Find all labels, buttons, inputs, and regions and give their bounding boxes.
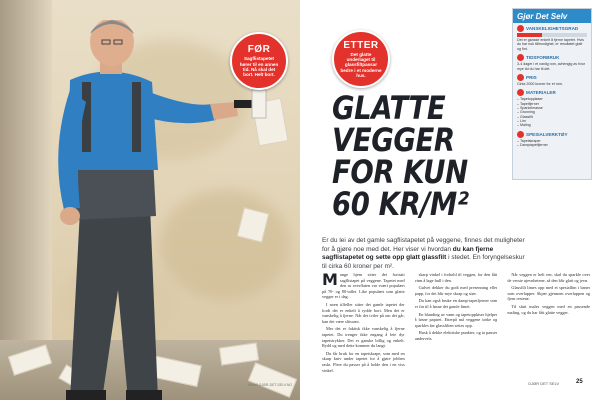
materials-title: MATERIALER xyxy=(526,90,556,96)
lead-bold: du kan fjerne sagflistapetet og sette opp glatt glassfilt xyxy=(322,245,494,261)
body-paragraph: Husk å dekke elektriske punkter, og ta pauser underveis. xyxy=(414,330,498,341)
body-paragraph: skarp vinkel i forhold til veggen, for den fått vinn å lage hull i den. xyxy=(414,272,498,283)
body-paragraph: Du kan også bruke en damp-tapetfjerner som er fin til å løsne det gamle limet. xyxy=(414,298,498,309)
lead-paragraph xyxy=(322,237,527,271)
list-item: – Damptapetfjerner xyxy=(517,143,587,147)
price-section xyxy=(513,72,591,87)
list-item: – Sparkelmasse xyxy=(517,106,587,110)
before-badge-text: Sagflistapetet hører til en annen tid. Nå skal det bort. Helt bort. xyxy=(239,56,279,78)
body-paragraph: Du får bruk for en tapetskrape, som med en skarp kniv under tapetet for å gjøre jobben raskt. Flere du passer på å holde den i en viss vinkel. xyxy=(322,350,405,373)
body-paragraph: Når veggen er helt ren, skal du sparkle over de verste ujevnhetene, så den blir glatt og jevn. xyxy=(507,272,591,283)
list-item: – Tapetskraper xyxy=(517,139,587,143)
body-column-3 xyxy=(507,272,590,380)
materials-list xyxy=(517,97,587,127)
tools-icon xyxy=(517,131,524,138)
body-paragraph: En blanding av vann og tapetoppløser hjelper å løsne papiret. Etterpå må veggene tørke og sparkles før glassfilten settes opp. xyxy=(414,311,498,328)
list-item: – Tapetoppløser xyxy=(517,97,587,101)
lead-intro: Er du lei av det gamle sagflistapetet på veggene, finnes det muligheter for å gjøre noe med det. Her viser vi hvordan xyxy=(322,237,525,253)
folio-right: GJØR DET SELV xyxy=(528,381,560,386)
price-title: PRIS xyxy=(526,75,537,81)
dropcap: M xyxy=(322,272,338,289)
fact-box xyxy=(512,8,592,180)
difficulty-icon xyxy=(517,25,524,32)
materials-icon xyxy=(517,89,524,96)
list-item: – Lim xyxy=(517,119,587,123)
list-item: – Glassfilt xyxy=(517,115,587,119)
after-badge-title: ETTER xyxy=(343,39,379,51)
difficulty-meter-fill xyxy=(517,33,542,37)
body-paragraph: ange hjem sitter det fortsatt sagflistapet på veggene. Tapetet med den ru overflaten var svært populært på 70- og 80-tallet. Like populært som glatte vegger er i dag. xyxy=(322,272,405,300)
before-badge xyxy=(230,32,288,90)
page-headline xyxy=(332,89,504,223)
clock-icon xyxy=(517,54,524,61)
before-badge-title: FØR xyxy=(247,44,271,56)
body-paragraph: I noen tilfeller sitter det gamle tapetet der fordi det er enkelt å rydde bort. Men det er vanskelig å fjerne. Når det tviler på om det går, kan det være slitsomt. xyxy=(322,301,405,324)
lead-outro: i stedet. En foryngelseskur til cirka 60 kroner per m². xyxy=(322,254,525,270)
tools-title: SPESIALVERKTØY xyxy=(526,131,568,137)
body-paragraph: Glassfilt limes opp med et spesiallim i baner som overlapper. Skjær gjennom overlappen og fjern restene. xyxy=(507,285,591,302)
time-text: 3-4 dager i et vanlig rom, avhengig av hvor mye tid du har til det. xyxy=(517,62,586,71)
price-icon xyxy=(517,74,524,81)
headline-line-4: 60 KR/M² xyxy=(332,185,469,223)
after-badge xyxy=(332,30,390,88)
fact-box-header: Gjør Det Selv xyxy=(513,9,591,23)
difficulty-meter xyxy=(517,33,587,37)
difficulty-section xyxy=(513,23,591,52)
headline-line-3: FOR KUN xyxy=(332,153,468,191)
after-badge-text: Det glatte underlaget til glassfiltpassar bedre i et moderne hus. xyxy=(340,51,382,78)
tools-list xyxy=(517,139,587,148)
list-item: – Maling xyxy=(517,123,587,127)
difficulty-title: VANSKELIGHETSGRAD xyxy=(526,26,579,31)
article-body xyxy=(322,272,590,380)
difficulty-text: Det er ganske enkelt å fjerne tapetet. Hvis du har nok tålmodighet, er resultatet glatt og fint. xyxy=(517,38,584,51)
tools-section xyxy=(513,129,591,149)
materials-section xyxy=(513,87,591,128)
list-item: – Grunning xyxy=(517,110,587,114)
folio-left: WWW.GJØR-DET-SELV.NO xyxy=(248,383,293,387)
time-section xyxy=(513,52,591,72)
body-paragraph: Til slutt males veggen med en passende maling, og du har fått glatte vegger. xyxy=(507,303,591,315)
headline-line-2: VEGGER xyxy=(332,121,455,159)
list-item: – Tapetfjerner xyxy=(517,102,587,106)
body-paragraph: Mer det er faktisk ikke vanskelig å fjerne tapetet. Du trenger ikke engang å leie dyr tapetstrykker. Det er ganske billig og enkelt. Rydd og med dette kommer du langt. xyxy=(322,326,405,349)
body-paragraph: Gulvet dekker du godt med presenning eller papp, for det blir mye skrap og støv. xyxy=(414,285,498,296)
body-column-1 xyxy=(322,272,405,380)
headline-line-1: GLATTE xyxy=(332,89,446,127)
page-number: 25 xyxy=(576,379,583,385)
time-title: TIDSFORBRUK xyxy=(526,55,560,61)
price-text: Cirka 2000 kroner for et rom. xyxy=(517,82,563,87)
body-column-2 xyxy=(415,272,498,380)
